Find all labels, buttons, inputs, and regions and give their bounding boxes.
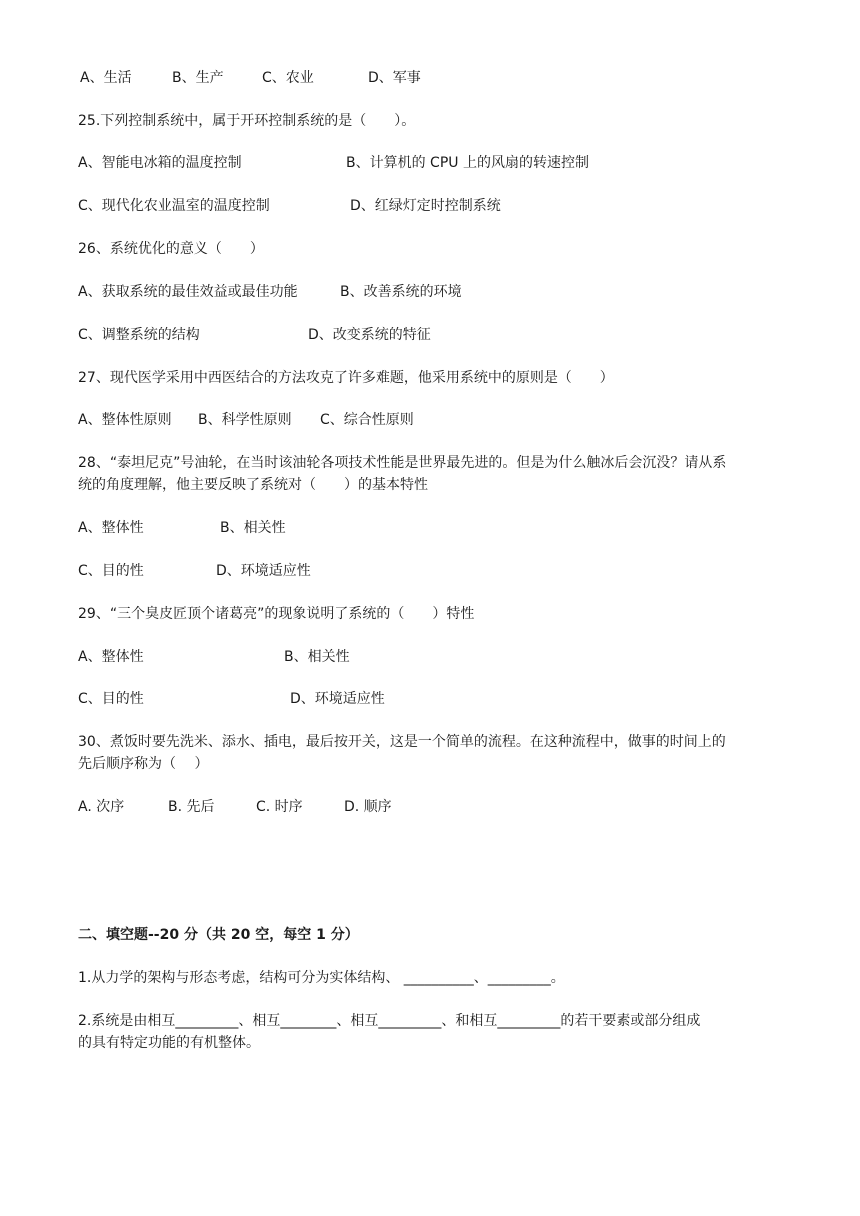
q25-option-b: B、计算机的 CPU 上的风扇的转速控制 bbox=[346, 155, 589, 171]
q26-option-a: A、获取系统的最佳效益或最佳功能 bbox=[78, 284, 298, 300]
q28-stem-line-2: 统的角度理解，他主要反映了系统对（ ）的基本特性 bbox=[78, 477, 428, 493]
q28-option-d: D、环境适应性 bbox=[216, 563, 311, 579]
section-2-title: 二、填空题--20 分（共 20 空，每空 1 分） bbox=[78, 927, 359, 943]
q27-option-b: B、科学性原则 bbox=[198, 412, 292, 428]
q25-stem: 25.下列控制系统中，属于开环控制系统的是（ ）。 bbox=[78, 113, 416, 129]
q25-option-d: D、红绿灯定时控制系统 bbox=[350, 198, 501, 214]
q29-option-c: C、目的性 bbox=[78, 691, 144, 707]
q27-option-c: C、综合性原则 bbox=[320, 412, 414, 428]
q27-stem: 27、现代医学采用中西医结合的方法攻克了许多难题，他采用系统中的原则是（ ） bbox=[78, 370, 614, 386]
q26-option-d: D、改变系统的特征 bbox=[308, 327, 431, 343]
q24-option-b: B、生产 bbox=[172, 70, 224, 86]
q30-stem-line-1: 30、煮饭时要先洗米、添水、插电，最后按开关，这是一个简单的流程。在这种流程中，做事的时间上的 bbox=[78, 734, 726, 750]
q30-option-b: B. 先后 bbox=[168, 799, 215, 815]
q28-stem-line-1: 28、“泰坦尼克”号油轮，在当时该油轮各项技术性能是世界最先进的。但是为什么触冰后会沉没？请从系 bbox=[78, 455, 727, 471]
q30-option-d: D. 顺序 bbox=[344, 799, 392, 815]
q28-option-b: B、相关性 bbox=[220, 520, 286, 536]
q26-stem: 26、系统优化的意义（ ） bbox=[78, 241, 264, 257]
q30-option-a: A. 次序 bbox=[78, 799, 125, 815]
q29-stem: 29、“三个臭皮匠顶个诸葛亮”的现象说明了系统的（ ）特性 bbox=[78, 606, 475, 622]
q26-option-b: B、改善系统的环境 bbox=[340, 284, 462, 300]
q30-stem-line-2: 先后顺序称为（ ） bbox=[78, 756, 209, 772]
q28-option-c: C、目的性 bbox=[78, 563, 144, 579]
q26-option-c: C、调整系统的结构 bbox=[78, 327, 200, 343]
fill-item-2-line-1: 2.系统是由相互_________、相互________、相互_________、和相互_________的若干要素或部分组成 bbox=[78, 1013, 701, 1029]
fill-item-2-line-2: 的具有特定功能的有机整体。 bbox=[78, 1035, 260, 1051]
q29-option-b: B、相关性 bbox=[284, 649, 350, 665]
q29-option-d: D、环境适应性 bbox=[290, 691, 385, 707]
q27-option-a: A、整体性原则 bbox=[78, 412, 172, 428]
q28-option-a: A、整体性 bbox=[78, 520, 144, 536]
q25-option-c: C、现代化农业温室的温度控制 bbox=[78, 198, 270, 214]
q30-option-c: C. 时序 bbox=[256, 799, 303, 815]
q24-option-a: A、生活 bbox=[80, 70, 132, 86]
fill-item-1: 1.从力学的架构与形态考虑，结构可分为实体结构、 __________、_________。 bbox=[78, 970, 565, 986]
q24-option-c: C、农业 bbox=[262, 70, 314, 86]
q25-option-a: A、智能电冰箱的温度控制 bbox=[78, 155, 242, 171]
q29-option-a: A、整体性 bbox=[78, 649, 144, 665]
q24-option-d: D、军事 bbox=[368, 70, 421, 86]
